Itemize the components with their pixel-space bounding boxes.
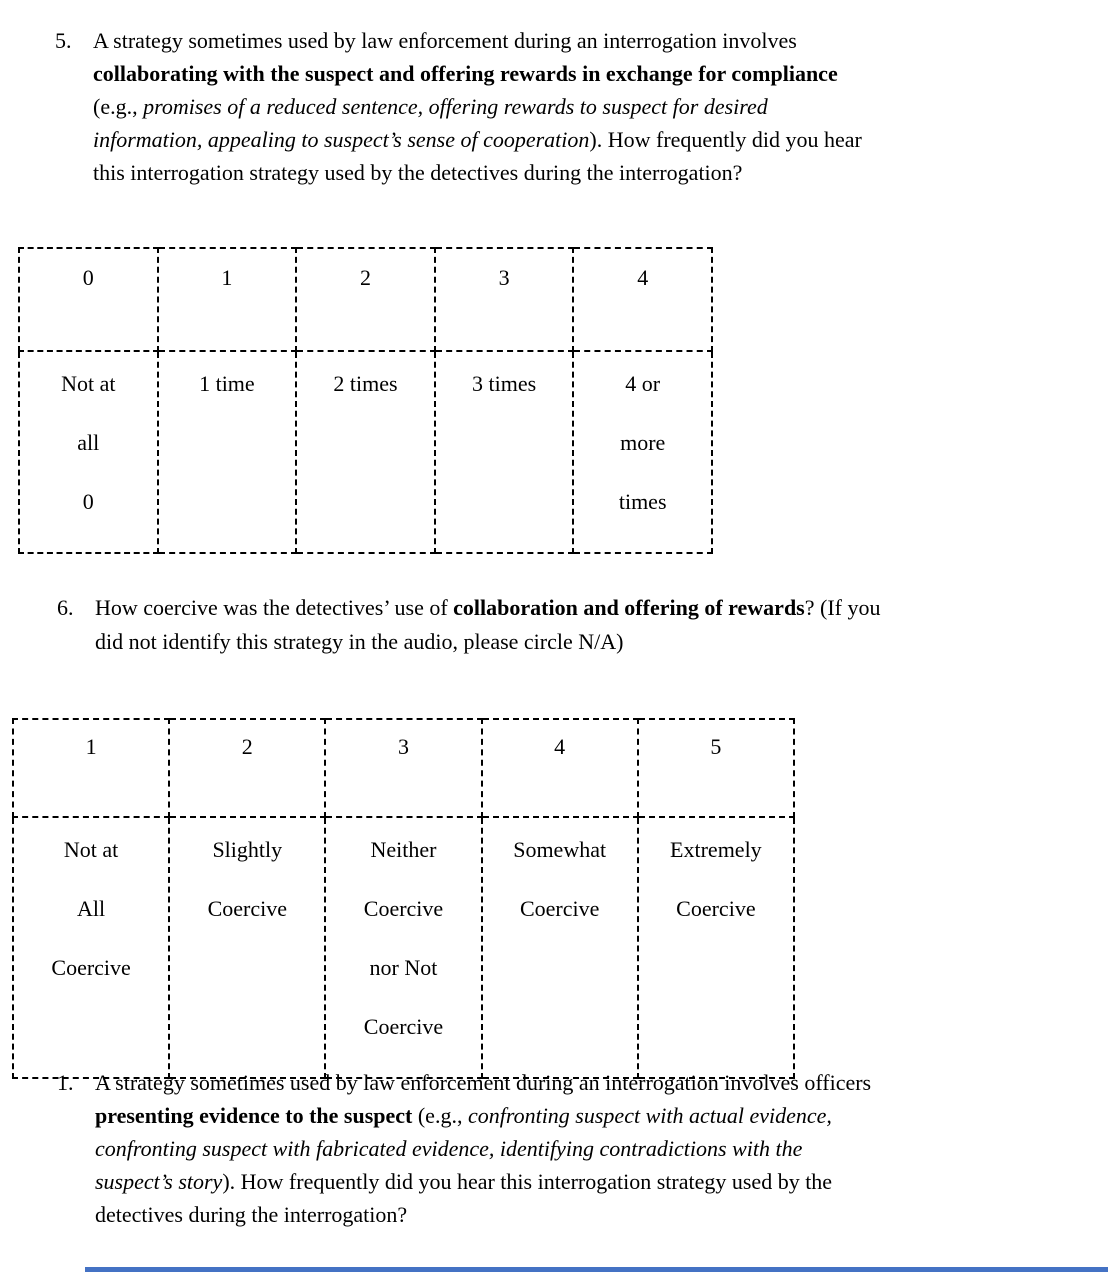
coercive-label-2-line-3: nor Not <box>369 954 438 980</box>
frequency-label-4-line-3: times <box>618 488 667 514</box>
question-6-line-1-plain-2: ? (If you <box>804 595 881 620</box>
frequency-table <box>18 247 713 554</box>
coercive-label-3-line-2: Coercive <box>519 895 600 921</box>
frequency-header-cell-2: 2 <box>296 248 435 351</box>
frequency-header-cell-4: 4 <box>573 248 712 351</box>
question-5-line-4-italic: information, appealing to suspect’s sense of cooperation <box>93 127 590 152</box>
question-5-text <box>93 24 1095 189</box>
question-1-line-2-plain: (e.g., <box>412 1103 468 1128</box>
coercive-label-0-line-3: Coercive <box>51 954 131 980</box>
frequency-table-label-row <box>19 351 712 553</box>
coercive-label-cell-0 <box>13 817 169 1078</box>
coercive-header-cell-1: 2 <box>169 719 325 817</box>
bottom-blue-line <box>85 1267 1108 1272</box>
question-6-line-2: did not identify this strategy in the audio, please circle N/A) <box>95 629 624 654</box>
question-6-line-1 <box>95 591 1097 625</box>
question-5-line-3-italic: promises of a reduced sentence, offering rewards to suspect for desired <box>143 94 768 119</box>
question-1-number: 1. <box>57 1070 74 1095</box>
frequency-label-cell-2 <box>296 351 435 553</box>
question-1-text <box>95 1066 1097 1231</box>
question-5-line-5: this interrogation strategy used by the detectives during the interrogation? <box>93 160 743 185</box>
coercive-label-2-line-1: Neither <box>370 836 437 862</box>
question-5-line-3-plain: (e.g., <box>93 94 144 119</box>
coercive-label-4-line-1: Extremely <box>670 836 762 862</box>
coercive-label-cell-2 <box>325 817 481 1078</box>
coercive-label-4-line-2: Coercive <box>676 895 756 921</box>
coercive-label-1-line-1: Slightly <box>212 836 283 862</box>
question-5 <box>55 24 1095 189</box>
frequency-label-0-line-1: Not at <box>61 370 116 396</box>
frequency-label-4-line-2: more <box>620 429 666 455</box>
frequency-header-cell-0: 0 <box>19 248 158 351</box>
coercive-label-0-line-2: All <box>77 895 106 921</box>
coercive-label-2-line-2: Coercive <box>363 895 444 921</box>
question-5-number: 5. <box>55 28 72 53</box>
question-1-line-3: confronting suspect with fabricated evidence, identifying contradictions with the <box>95 1136 803 1161</box>
question-1-line-4-plain: ). How frequently did you hear this interrogation strategy used by the <box>222 1169 833 1194</box>
question-5-bold-phrase: collaborating with the suspect and offering rewards in exchange for compliance <box>93 61 838 86</box>
coercive-label-2-line-4: Coercive <box>363 1013 444 1039</box>
frequency-label-cell-3 <box>435 351 574 553</box>
question-6-text <box>95 591 1097 659</box>
frequency-label-cell-0 <box>19 351 158 553</box>
coercive-label-cell-4 <box>638 817 794 1078</box>
question-6-bold-phrase: collaboration and offering of rewards <box>453 595 805 620</box>
frequency-label-cell-1 <box>158 351 297 553</box>
coercive-label-cell-3 <box>482 817 638 1078</box>
coercive-label-1-line-2: Coercive <box>207 895 287 921</box>
question-1-line-4 <box>95 1165 1097 1198</box>
frequency-header-cell-3: 3 <box>435 248 574 351</box>
coercive-label-cell-1 <box>169 817 325 1078</box>
coercive-table-header-row <box>13 719 794 817</box>
question-6-number: 6. <box>57 595 74 620</box>
question-1-line-5: detectives during the interrogation? <box>95 1202 408 1227</box>
frequency-label-0-line-2: all <box>77 429 100 455</box>
frequency-table-header-row <box>19 248 712 351</box>
question-1-line-2-italic: confronting suspect with actual evidence, <box>467 1103 832 1128</box>
coercive-table-label-row <box>13 817 794 1078</box>
question-5-line-1: A strategy sometimes used by law enforcement during an interrogation involves <box>93 28 797 53</box>
question-1 <box>57 1066 1097 1231</box>
question-6-line-1-plain-1: How coercive was the detectives’ use of <box>95 595 454 620</box>
question-1-line-2 <box>95 1099 1097 1132</box>
question-1-line-4-italic: suspect’s story <box>95 1169 223 1194</box>
coercive-header-cell-3: 4 <box>482 719 638 817</box>
frequency-label-4-line-1: 4 or <box>625 370 661 396</box>
coercive-header-cell-0: 1 <box>13 719 169 817</box>
question-5-line-4 <box>93 123 1095 156</box>
question-5-line-4-plain: ). How frequently did you hear <box>589 127 862 152</box>
frequency-label-0-line-3: 0 <box>82 488 94 514</box>
frequency-header-cell-1: 1 <box>158 248 297 351</box>
question-1-bold-phrase: presenting evidence to the suspect <box>95 1103 413 1128</box>
coercive-table <box>12 718 795 1079</box>
question-5-line-3 <box>93 90 1095 123</box>
coercive-label-3-line-1: Somewhat <box>513 836 607 862</box>
frequency-label-1-line-1: 1 time <box>199 370 255 396</box>
coercive-label-0-line-1: Not at <box>63 836 119 862</box>
frequency-label-2-line-1: 2 times <box>333 370 398 396</box>
frequency-label-cell-4 <box>573 351 712 553</box>
frequency-label-3-line-1: 3 times <box>471 370 537 396</box>
question-1-line-1: A strategy sometimes used by law enforcement during an interrogation involves officers <box>95 1070 872 1095</box>
question-5-line-2 <box>93 57 1095 90</box>
question-6 <box>57 591 1097 659</box>
coercive-header-cell-2: 3 <box>325 719 481 817</box>
coercive-header-cell-4: 5 <box>638 719 794 817</box>
